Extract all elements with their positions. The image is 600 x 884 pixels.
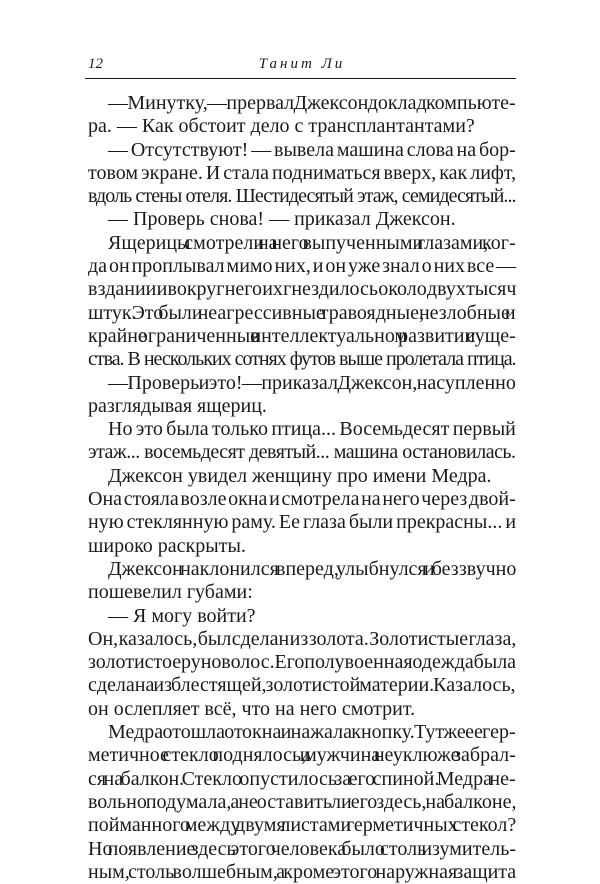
text-line: ную стеклянную раму. Ее глаза были прекрасны... и [88, 511, 517, 534]
text-line: сделана из блестящей, золотистой материи. Казалось, [88, 674, 516, 697]
body-text [88, 92, 516, 884]
text-line: ра. — Как обстоит дело с трансплантантами? [88, 115, 475, 138]
text-line: этаж... восемьдесят девятый... машина остановилась. [88, 441, 516, 464]
text-line: широко раскрыты. [88, 534, 246, 557]
text-line: вдоль стены отеля. Шестидесятый этаж, семидесятый... [88, 185, 516, 208]
text-line: ства. В нескольких сотнях футов выше пролетала птица. [88, 348, 516, 371]
text-line: — Проверь и это! — приказал Джексон, насупленно [108, 371, 516, 394]
running-header [88, 55, 516, 77]
text-line: в здании и вокруг него их гнездилось около двух тысяч [88, 278, 517, 301]
text-line: Он, казалось, был сделан из золота. Золотистые глаза, [88, 627, 517, 650]
text-line: вольно подумала, а не оставить ли его здесь, на балконе, [88, 790, 517, 813]
text-line: метичное стекло поднялось, и мужчина неуклюже забрал- [88, 744, 516, 767]
text-line: Ящерицы смотрели на него выпученными глазами, ког- [108, 231, 516, 254]
text-line: — Проверь снова! — приказал Джексон. [108, 208, 456, 231]
text-line: Она стояла возле окна и смотрела на него через двой- [88, 488, 516, 511]
text-line: ным, столь волшебным, а кроме этого наружная защита [88, 860, 517, 883]
running-title: Танит Ли [258, 56, 346, 72]
text-line: разглядывая ящериц. [88, 394, 267, 417]
text-line: Но появление здесь этого человека было столь изумитель- [88, 837, 516, 860]
text-line: ся на балкон. Стекло опустилось за его спиной. Медра не- [88, 767, 516, 790]
text-line: Но это была только птица... Восемьдесят первый [108, 418, 516, 441]
page-number: 12 [88, 56, 103, 72]
text-line: — Минутку, — прервал Джексон доклад компьюте- [108, 92, 516, 114]
text-line: он ослепляет всё, что на него смотрит. [88, 697, 416, 720]
text-line: штук. Это были неагрессивные травоядные, незлобные и [88, 301, 516, 324]
text-line: — Отсутствуют! — вывела машина слова на бор- [108, 138, 516, 161]
text-line: Медра отошла от окна и нажала кнопку. Тут же ее гер- [108, 721, 516, 744]
text-line: пошевелил губами: [88, 581, 253, 604]
text-line: Джексон увидел женщину про имени Медра. [108, 464, 492, 487]
text-line: крайне ограниченные в интеллектуальном развитии суще- [88, 324, 516, 347]
text-line: Джексон наклонился вперед, улыбнулся и беззвучно [108, 557, 517, 580]
text-line: товом экране. И стала подниматься вверх, как лифт, [88, 161, 517, 184]
text-line: — Я могу войти? [108, 604, 256, 627]
text-line: золотистое руно волос. Его полувоенная одежда была [88, 651, 517, 674]
text-line: пойманного между двумя листами герметичных стекол? [88, 814, 517, 837]
header-rule [85, 78, 516, 79]
text-line: да он проплывал мимо них, и он уже знал о них все — [88, 255, 517, 278]
